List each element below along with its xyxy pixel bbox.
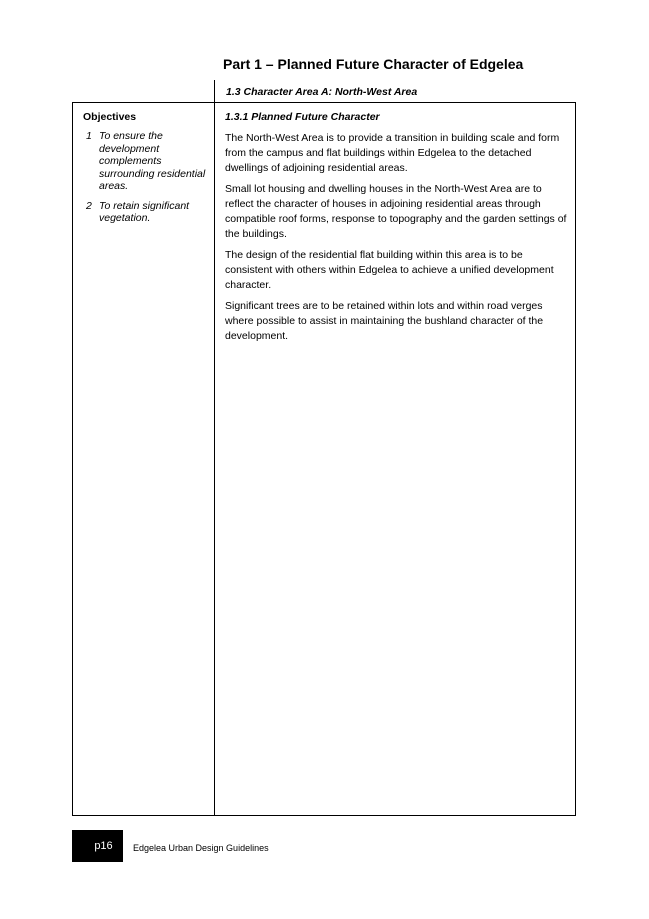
- paragraph: Small lot housing and dwelling houses in the North-West Area are to reflect the character of houses in adjoining residential areas through compatible roof forms, response to topography and the garden settings of the buildings.: [225, 183, 567, 240]
- objective-number: 2: [86, 199, 92, 212]
- objective-item: [83, 200, 208, 225]
- content-table: [72, 102, 576, 816]
- character-column: [225, 111, 571, 350]
- subsection-heading: 1.3.1 Planned Future Character: [225, 111, 380, 123]
- objective-item: [83, 130, 208, 193]
- paragraph: Significant trees are to be retained within lots and within road verges where possible to assist in maintaining the bushland character of the development.: [225, 300, 544, 342]
- objective-text: To ensure the development complements surrounding residential areas.: [99, 130, 206, 192]
- objective-text: To retain significant vegetation.: [99, 199, 190, 224]
- page-title: Part 1 – Planned Future Character of Edgelea: [223, 56, 524, 72]
- paragraph: The design of the residential flat building within this area is to be consistent with others within Edgelea to achieve a unified development character.: [225, 249, 554, 291]
- section-heading: 1.3 Character Area A: North-West Area: [226, 86, 418, 98]
- footer-title: Edgelea Urban Design Guidelines: [133, 843, 269, 853]
- section-divider: [214, 80, 215, 103]
- column-divider: [214, 103, 215, 815]
- objective-number: 1: [86, 130, 92, 142]
- paragraph: The North-West Area is to provide a transition in building scale and form from the campus and flat buildings within Edgelea to the detached dwellings of adjoining residential areas.: [225, 132, 560, 174]
- objectives-heading: Objectives: [83, 111, 137, 123]
- page-number-badge: p16: [72, 830, 123, 862]
- objectives-column: [83, 111, 208, 232]
